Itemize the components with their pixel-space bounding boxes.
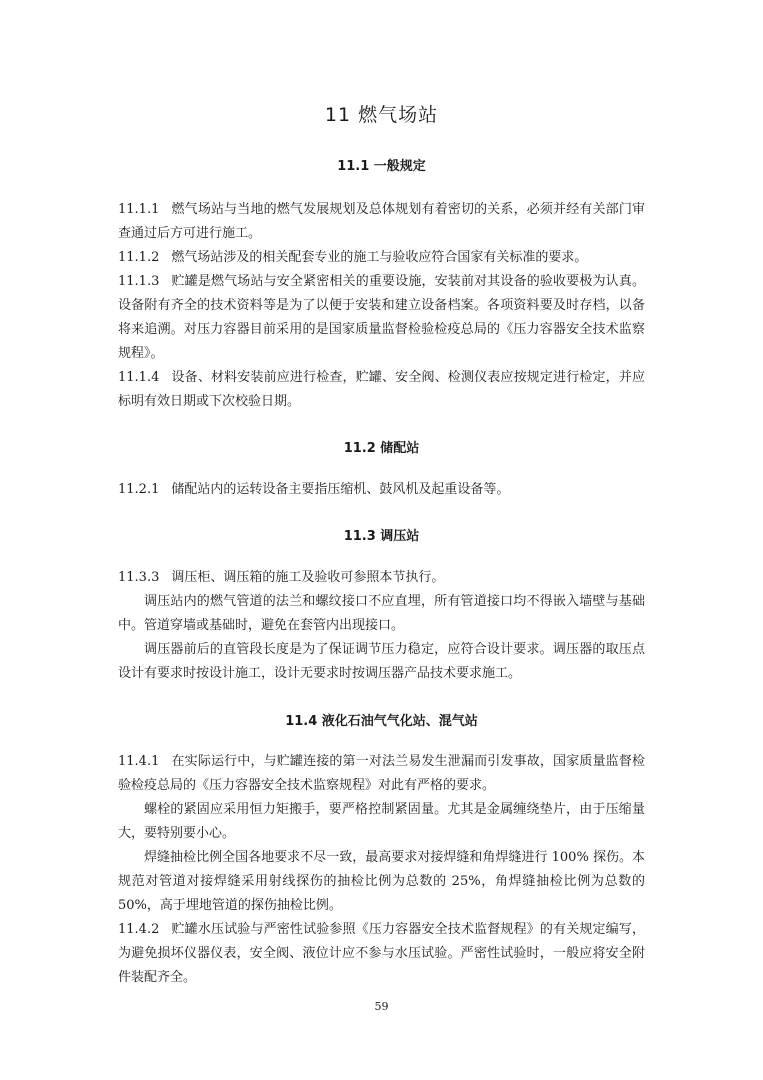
clause-number: 11.1.4 [118, 370, 160, 385]
section-11-1 [118, 155, 645, 174]
clause-paragraph [118, 846, 645, 918]
clause-number: 11.1.1 [118, 202, 160, 217]
clause-number: 11.4.2 [118, 922, 160, 937]
section-title: 11.4 液化石油气气化站、混气站 [285, 714, 478, 729]
clause-paragraph [118, 478, 645, 502]
clause-text: 在实际运行中，与贮罐连接的第一对法兰易发生泄漏而引发事故，国家质量监督检验检疫总局的《压力容器安全技术监察规程》对此有严格的要求。 [118, 754, 645, 793]
clause-text: 焊缝抽检比例全国各地要求不尽一致，最高要求对接焊缝和角焊缝进行 100% 探伤。本规范对管道对接焊缝采用射线探伤的抽检比例为总数的 25%，角焊缝抽检比例为总数的 50%，高于埋地管道的探伤抽检比例。 [118, 850, 645, 913]
clause-paragraph [118, 638, 645, 686]
clause-paragraph [118, 366, 645, 414]
clause-text: 调压站内的燃气管道的法兰和螺纹接口不应直埋，所有管道接口均不得嵌入墙壁与基础中。管道穿墙或基础时，避免在套管内出现接口。 [118, 594, 645, 633]
clause-number: 11.1.3 [118, 274, 160, 289]
clause-text: 调压柜、调压箱的施工及验收可参照本节执行。 [171, 570, 445, 585]
clause-text: 设备、材料安装前应进行检查，贮罐、安全阀、检测仪表应按规定进行检定，并应标明有效日期或下次校验日期。 [118, 370, 645, 409]
section-11-3-body [118, 566, 645, 686]
page-number: 59 [374, 1000, 389, 1013]
clause-paragraph [118, 590, 645, 638]
chapter-title: 11 燃气场站 [324, 104, 439, 126]
section-11-2 [118, 437, 645, 456]
clause-text: 储配站内的运转设备主要指压缩机、鼓风机及起重设备等。 [171, 482, 510, 497]
section-title: 11.1 一般规定 [337, 159, 426, 174]
section-11-3 [118, 525, 645, 544]
clause-text: 贮罐是燃气场站与安全紧密相关的重要设施，安装前对其设备的验收要极为认真。设备附有齐全的技术资料等是为了以便于安装和建立设备档案。各项资料要及时存档，以备将来追溯。对压力容器目前采用的是国家质量监督检验检疫总局的《压力容器安全技术监察规程》。 [118, 274, 645, 361]
section-11-4 [118, 710, 645, 729]
clause-paragraph [118, 918, 645, 990]
section-title: 11.3 调压站 [343, 529, 420, 544]
clause-text: 贮罐水压试验与严密性试验参照《压力容器安全技术监督规程》的有关规定编写，为避免损坏仪器仪表，安全阀、液位计应不参与水压试验。严密性试验时，一般应将安全附件装配齐全。 [118, 922, 645, 985]
clause-number: 11.4.1 [118, 754, 160, 769]
clause-paragraph [118, 246, 645, 270]
clause-number: 11.1.2 [118, 250, 160, 265]
clause-text: 燃气场站与当地的燃气发展规划及总体规划有着密切的关系，必须并经有关部门审查通过后方可进行施工。 [118, 202, 645, 241]
section-title: 11.2 储配站 [343, 441, 420, 456]
clause-number: 11.2.1 [118, 482, 160, 497]
clause-paragraph [118, 270, 645, 366]
section-11-1-body [118, 198, 645, 414]
clause-text: 调压器前后的直管段长度是为了保证调节压力稳定，应符合设计要求。调压器的取压点设计有要求时按设计施工，设计无要求时按调压器产品技术要求施工。 [118, 642, 645, 681]
clause-paragraph [118, 798, 645, 846]
section-11-4-body [118, 750, 645, 990]
clause-paragraph [118, 750, 645, 798]
clause-text: 燃气场站涉及的相关配套专业的施工与验收应符合国家有关标准的要求。 [171, 250, 588, 265]
clause-text: 螺栓的紧固应采用恒力矩搬手，要严格控制紧固量。尤其是金属缠绕垫片，由于压缩量大，要特别要小心。 [118, 802, 645, 841]
section-11-2-body [118, 478, 645, 502]
clause-number: 11.3.3 [118, 570, 160, 585]
clause-paragraph [118, 198, 645, 246]
clause-paragraph [118, 566, 645, 590]
